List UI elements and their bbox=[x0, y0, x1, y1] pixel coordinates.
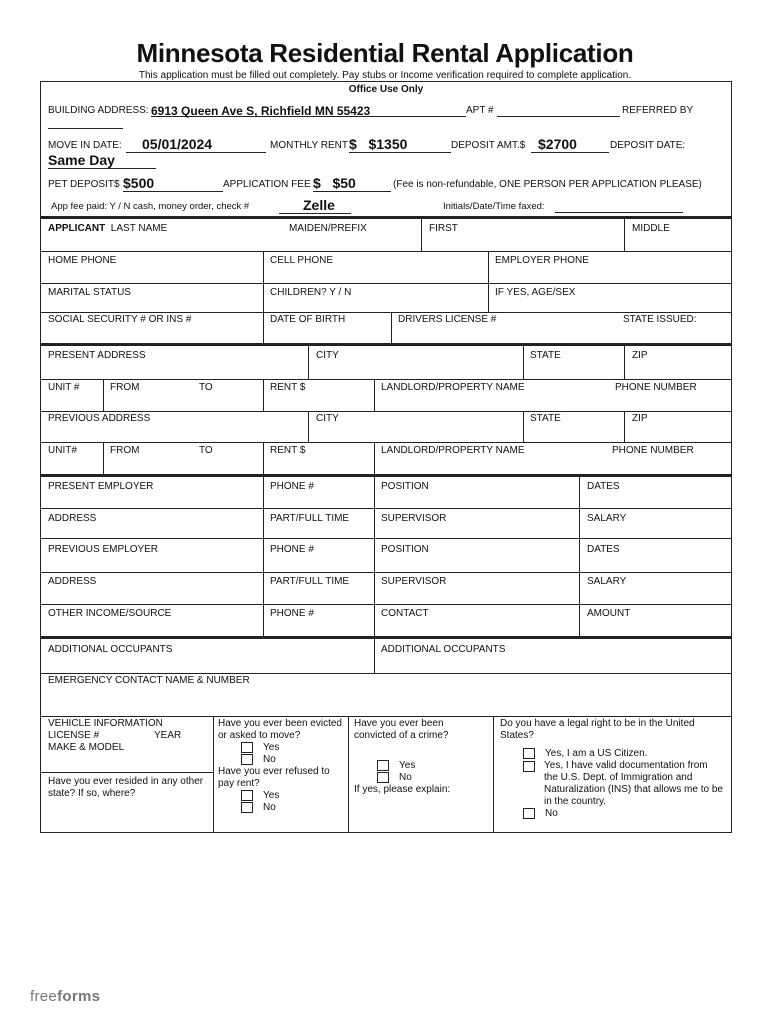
zip-label: ZIP bbox=[632, 413, 648, 424]
age-sex-label: IF YES, AGE/SEX bbox=[495, 287, 576, 298]
explain-label: If yes, please explain: bbox=[354, 784, 451, 795]
divider bbox=[41, 474, 731, 477]
phone-number-label: PHONE NUMBER bbox=[615, 382, 697, 393]
to-label: TO bbox=[199, 382, 213, 393]
divider bbox=[263, 283, 264, 312]
phone-label: PHONE # bbox=[270, 544, 314, 555]
children-label: CHILDREN? Y / N bbox=[270, 287, 352, 298]
divider bbox=[308, 346, 309, 379]
evicted-question: Have you ever been evicted or asked to move? bbox=[218, 718, 342, 741]
divider bbox=[41, 772, 213, 773]
rent-label: RENT $ bbox=[270, 382, 306, 393]
home-phone-label: HOME PHONE bbox=[48, 255, 117, 266]
referred-by-field[interactable] bbox=[48, 118, 123, 129]
maiden-prefix-label: MAIDEN/PREFIX bbox=[289, 223, 367, 234]
divider bbox=[41, 604, 731, 605]
part-full-time-label: PART/FULL TIME bbox=[270, 513, 350, 524]
from-label: FROM bbox=[110, 382, 140, 393]
zip-label: ZIP bbox=[632, 350, 648, 361]
app-fee-field[interactable] bbox=[313, 175, 391, 192]
dates-label: DATES bbox=[587, 481, 620, 492]
application-form bbox=[40, 81, 732, 833]
app-fee-label: APPLICATION FEE bbox=[223, 179, 311, 190]
supervisor-label: SUPERVISOR bbox=[381, 576, 447, 587]
pet-deposit-label: PET DEPOSIT$ bbox=[48, 179, 120, 190]
employer-phone-label: EMPLOYER PHONE bbox=[495, 255, 589, 266]
divider bbox=[41, 572, 731, 573]
checkbox-icon[interactable] bbox=[523, 808, 535, 819]
ins-documentation-option[interactable]: Yes, I have valid documentation from the U.S. Dept. of Immigration and Naturalization (INS) that allows me to be in the country. bbox=[523, 760, 723, 808]
divider bbox=[523, 346, 524, 379]
divider bbox=[41, 636, 731, 639]
divider bbox=[41, 716, 731, 717]
divider bbox=[263, 508, 264, 538]
vehicle-info-label: VEHICLE INFORMATION bbox=[48, 718, 163, 729]
move-in-field[interactable] bbox=[126, 136, 266, 153]
divider bbox=[374, 604, 375, 636]
year-label: YEAR bbox=[154, 730, 182, 741]
divider bbox=[41, 251, 731, 252]
divider bbox=[374, 442, 375, 474]
monthly-rent-field[interactable] bbox=[349, 136, 451, 153]
deposit-amount-value: $2700 bbox=[538, 136, 577, 152]
divider bbox=[41, 442, 731, 443]
divider bbox=[579, 604, 580, 636]
building-address-label: BUILDING ADDRESS: bbox=[48, 105, 149, 116]
divider bbox=[263, 312, 264, 343]
divider bbox=[263, 538, 264, 572]
divider bbox=[488, 283, 489, 312]
office-use-header: Office Use Only bbox=[348, 84, 424, 95]
checkbox-icon[interactable] bbox=[377, 772, 389, 783]
divider bbox=[579, 572, 580, 604]
checkbox-icon[interactable] bbox=[523, 761, 535, 772]
refused-rent-question: Have you ever refused to pay rent? bbox=[218, 766, 330, 789]
refused-yes-option[interactable]: Yes bbox=[241, 790, 279, 801]
divider bbox=[488, 251, 489, 283]
check-number-field[interactable] bbox=[279, 197, 351, 214]
rent-label: RENT $ bbox=[270, 445, 306, 456]
us-citizen-option[interactable]: Yes, I am a US Citizen. bbox=[523, 748, 647, 759]
convicted-question: Have you ever been convicted of a crime? bbox=[354, 718, 449, 741]
city-label: CITY bbox=[316, 413, 339, 424]
city-label: CITY bbox=[316, 350, 339, 361]
monthly-rent-label: MONTHLY RENT bbox=[270, 140, 348, 151]
state-label: STATE bbox=[530, 350, 561, 361]
part-full-time-label: PART/FULL TIME bbox=[270, 576, 350, 587]
evicted-no-option[interactable]: No bbox=[241, 754, 276, 765]
divider bbox=[263, 572, 264, 604]
applicant-last-name-label: APPLICANT LAST NAME bbox=[48, 223, 168, 234]
present-address-label: PRESENT ADDRESS bbox=[48, 350, 146, 361]
evicted-yes-option[interactable]: Yes bbox=[241, 742, 279, 753]
divider bbox=[374, 639, 375, 673]
legal-no-option[interactable]: No bbox=[523, 808, 558, 819]
deposit-date-field[interactable] bbox=[48, 152, 156, 169]
cell-phone-label: CELL PHONE bbox=[270, 255, 333, 266]
checkbox-icon[interactable] bbox=[523, 748, 535, 759]
divider bbox=[41, 283, 731, 284]
checkbox-icon[interactable] bbox=[241, 742, 253, 753]
divider bbox=[374, 477, 375, 508]
divider bbox=[374, 379, 375, 411]
apt-field[interactable] bbox=[497, 102, 620, 117]
deposit-date-label: DEPOSIT DATE: bbox=[610, 140, 686, 151]
divider bbox=[579, 508, 580, 538]
position-label: POSITION bbox=[381, 481, 429, 492]
unit-label: UNIT# bbox=[48, 445, 77, 456]
divider bbox=[624, 219, 625, 251]
move-in-label: MOVE IN DATE: bbox=[48, 140, 122, 151]
to-label: TO bbox=[199, 445, 213, 456]
convicted-no-option[interactable]: No bbox=[377, 772, 412, 783]
apt-label: APT # bbox=[466, 105, 494, 116]
divider bbox=[41, 343, 731, 346]
divider bbox=[41, 379, 731, 380]
pet-deposit-field[interactable] bbox=[123, 175, 223, 192]
divider bbox=[41, 216, 731, 219]
divider bbox=[374, 508, 375, 538]
checkbox-icon[interactable] bbox=[241, 754, 253, 765]
app-fee-paid-label: App fee paid: Y / N cash, money order, check # bbox=[51, 201, 250, 212]
divider bbox=[41, 538, 731, 539]
deposit-date-value: Same Day bbox=[48, 152, 115, 168]
deposit-amount-label: DEPOSIT AMT.$ bbox=[451, 140, 526, 151]
other-income-label: OTHER INCOME/SOURCE bbox=[48, 608, 172, 619]
move-in-value: 05/01/2024 bbox=[142, 136, 213, 152]
referred-by-label: REFERRED BY bbox=[622, 105, 694, 116]
divider bbox=[421, 219, 422, 251]
middle-name-label: MIDDLE bbox=[632, 223, 670, 234]
page-title: Minnesota Residential Rental Application bbox=[136, 38, 634, 68]
divider bbox=[263, 604, 264, 636]
phone-label: PHONE # bbox=[270, 481, 314, 492]
initials-faxed-label: Initials/Date/Time faxed: bbox=[443, 201, 545, 212]
checkbox-icon[interactable] bbox=[377, 760, 389, 771]
state-issued-label: STATE ISSUED: bbox=[623, 314, 697, 325]
initials-faxed-field[interactable] bbox=[555, 200, 683, 213]
divider bbox=[103, 442, 104, 474]
previous-employer-label: PREVIOUS EMPLOYER bbox=[48, 544, 159, 555]
divider bbox=[523, 411, 524, 442]
drivers-license-label: DRIVERS LICENSE # bbox=[398, 314, 497, 325]
resided-other-state-label: Have you ever resided in any other state? If so, where? bbox=[48, 776, 204, 799]
divider bbox=[41, 312, 731, 313]
checkbox-icon[interactable] bbox=[241, 802, 253, 813]
divider bbox=[374, 572, 375, 604]
divider bbox=[348, 716, 349, 832]
landlord-label: LANDLORD/PROPERTY NAME bbox=[381, 382, 525, 393]
divider bbox=[41, 673, 731, 674]
legal-right-question: Do you have a legal right to be in the United States? bbox=[500, 718, 695, 741]
building-address-value: 6913 Queen Ave S, Richfield MN 55423 bbox=[151, 104, 371, 118]
ssn-label: SOCIAL SECURITY # OR INS # bbox=[48, 314, 192, 325]
divider bbox=[391, 312, 392, 343]
contact-label: CONTACT bbox=[381, 608, 429, 619]
divider bbox=[374, 538, 375, 572]
dates-label: DATES bbox=[587, 544, 620, 555]
employer-address-label: ADDRESS bbox=[48, 576, 97, 587]
divider bbox=[213, 716, 214, 832]
phone-label: PHONE # bbox=[270, 608, 314, 619]
employer-address-label: ADDRESS bbox=[48, 513, 97, 524]
emergency-contact-label: EMERGENCY CONTACT NAME & NUMBER bbox=[48, 675, 250, 686]
convicted-yes-option[interactable]: Yes bbox=[377, 760, 415, 771]
make-model-label: MAKE & MODEL bbox=[48, 742, 125, 753]
license-label: LICENSE # bbox=[48, 730, 100, 741]
divider bbox=[624, 346, 625, 379]
salary-label: SALARY bbox=[587, 576, 627, 587]
additional-occupants-label: ADDITIONAL OCCUPANTS bbox=[48, 644, 173, 655]
amount-label: AMOUNT bbox=[587, 608, 631, 619]
divider bbox=[41, 508, 731, 509]
present-employer-label: PRESENT EMPLOYER bbox=[48, 481, 154, 492]
building-address-field[interactable] bbox=[151, 102, 466, 117]
pet-deposit-value: $500 bbox=[123, 175, 155, 191]
from-label: FROM bbox=[110, 445, 140, 456]
divider bbox=[624, 411, 625, 442]
salary-label: SALARY bbox=[587, 513, 627, 524]
freeforms-logo: freeforms bbox=[30, 988, 101, 1005]
divider bbox=[263, 442, 264, 474]
previous-address-label: PREVIOUS ADDRESS bbox=[48, 413, 151, 424]
subtitle: This application must be filled out completely. Pay stubs or Income verification required to complete application. bbox=[138, 70, 632, 81]
refused-no-option[interactable]: No bbox=[241, 802, 276, 813]
divider bbox=[103, 379, 104, 411]
marital-status-label: MARITAL STATUS bbox=[48, 287, 131, 298]
supervisor-label: SUPERVISOR bbox=[381, 513, 447, 524]
divider bbox=[493, 716, 494, 832]
divider bbox=[41, 411, 731, 412]
unit-label: UNIT # bbox=[48, 382, 80, 393]
dob-label: DATE OF BIRTH bbox=[270, 314, 346, 325]
state-label: STATE bbox=[530, 413, 561, 424]
divider bbox=[263, 477, 264, 508]
monthly-rent-value: $ $1350 bbox=[349, 136, 408, 152]
first-name-label: FIRST bbox=[429, 223, 458, 234]
phone-number-label: PHONE NUMBER bbox=[612, 445, 694, 456]
checkbox-icon[interactable] bbox=[241, 790, 253, 801]
position-label: POSITION bbox=[381, 544, 429, 555]
divider bbox=[579, 538, 580, 572]
landlord-label: LANDLORD/PROPERTY NAME bbox=[381, 445, 525, 456]
divider bbox=[579, 477, 580, 508]
divider bbox=[263, 251, 264, 283]
app-fee-value: $ $50 bbox=[313, 175, 356, 191]
check-number-value: Zelle bbox=[303, 197, 335, 213]
divider bbox=[263, 379, 264, 411]
fee-note: (Fee is non-refundable, ONE PERSON PER APPLICATION PLEASE) bbox=[393, 179, 702, 190]
additional-occupants-label: ADDITIONAL OCCUPANTS bbox=[381, 644, 506, 655]
divider bbox=[308, 411, 309, 442]
deposit-amount-field[interactable] bbox=[531, 136, 609, 153]
